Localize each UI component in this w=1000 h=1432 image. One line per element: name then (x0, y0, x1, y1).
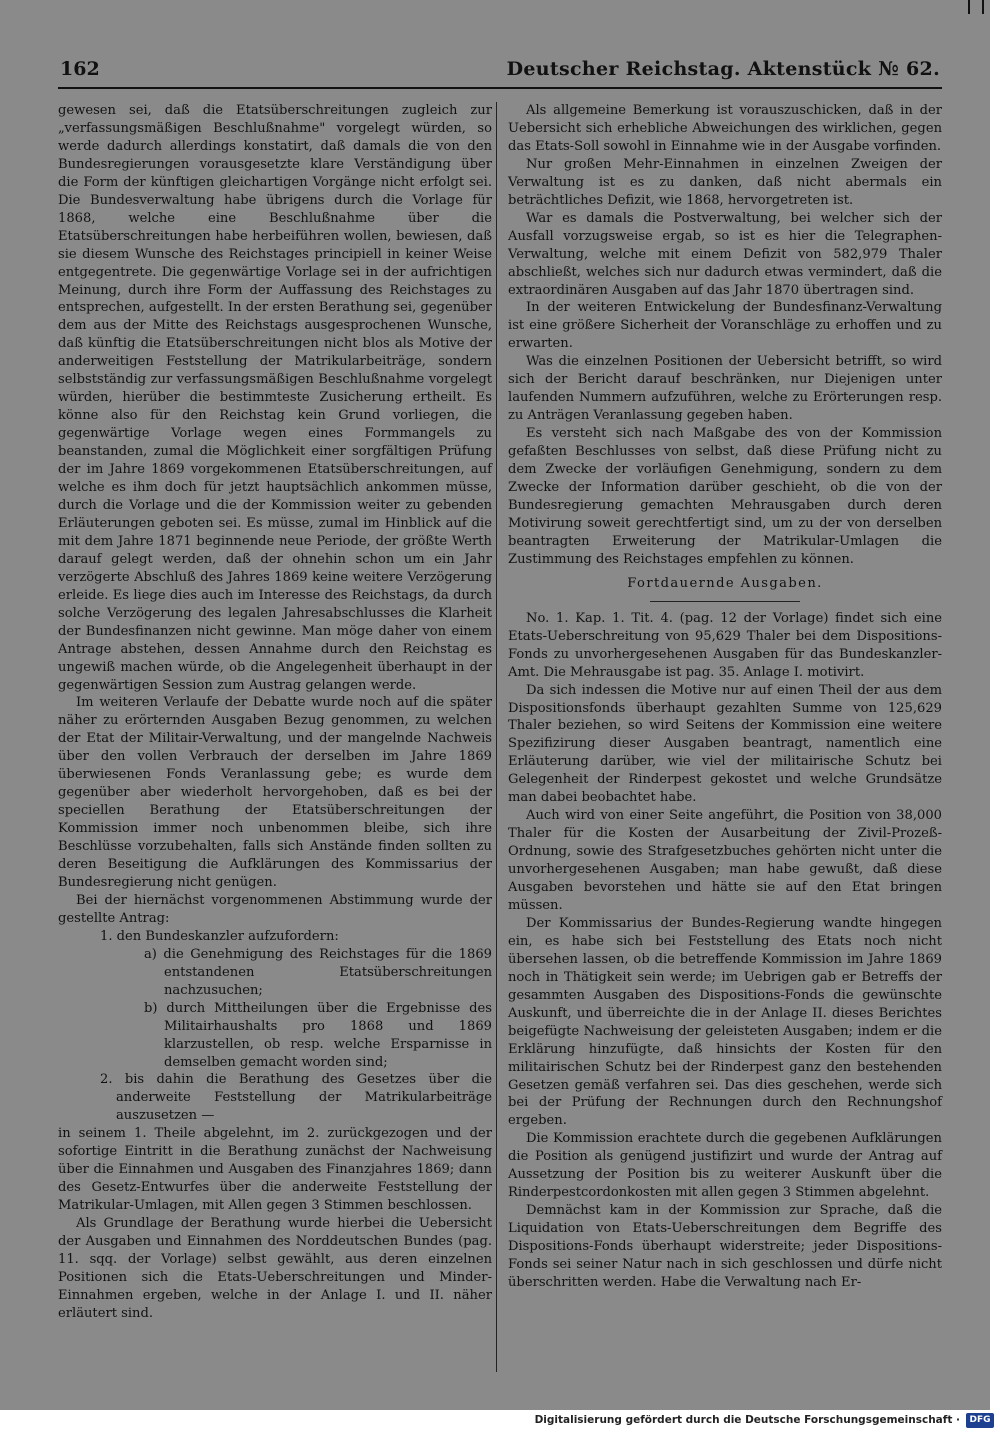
paragraph: War es damals die Postverwaltung, bei welcher sich der Ausfall vorzugsweise ergab, so ist es hier die Telegraphen-Verwaltung, welche mit einem Defizit von 582,979 Thaler abschließt, welches sich nur dadurch etwas vermindert, daß die extraordinären Ausgaben auf das Jahr 1870 übertragen sind. (508, 210, 942, 298)
paragraph: Der Kommissarius der Bundes-Regierung wandte hingegen ein, es habe sich bei Feststellung des Etats noch nicht übersehen lassen, ob die betreffende Kommission im Jahre 1869 noch in Thätigkeit sein werde; im Uebrigen gab er Betreffs der gesammten Ausgaben des Dispositions-Fonds die gewünschte Auskunft, und überreichte die in der Anlage II. dieses Berichtes beigefügte Nachweisung der geleisteten Ausgaben; indem er die Erklärung hinzufügte, daß hinsichts der Kosten für den militairischen Schutz bei der Rinderpest ganz den bestehenden Gesetzen gemäß verfahren sei. Das dies geschehen, werde sich bei der Prüfung der Rechnungen durch den Rechnungshof ergeben. (508, 915, 942, 1129)
dfg-logo: DFG (966, 1413, 994, 1428)
paragraph: Es versteht sich nach Maßgabe des von der Kommission gefaßten Beschlusses von selbst, daß diese Prüfung nicht zu dem Zwecke der vorläufigen Genehmigung, sondern zu dem Zwecke der Information darüber geschieht, ob die von der Bundesregierung gemachten Mehrausgaben durch deren Motivirung soweit gerechtfertigt sind, um zu der von derselben beantragten Erweiterung der Matrikular-Umlagen die Zustimmung des Reichstages empfehlen zu können. (508, 426, 942, 567)
page-edge (990, 0, 1000, 1410)
footer-credit: Digitalisierung gefördert durch die Deutsche Forschungsgemeinschaft · (534, 1414, 960, 1426)
paragraph: Bei der hiernächst vorgenommenen Abstimmung wurde der gestellte Antrag: (58, 892, 492, 926)
footer (0, 1410, 1000, 1432)
paragraph: gewesen sei, daß die Etatsüberschreitungen zugleich zur „verfassungsmäßigen Beschlußnahme" vorgelegt würden, so werde dadurch allerdings konstatirt, daß damals die von den Bundesregierungen vorausgesetzte klare Verständigung über die Form der künftigen gleichartigen Vorgänge nicht erfolgt sei. Die Bundesverwaltung habe übrigens durch die Vorlage für 1868, welche eine Beschlußnahme über die Etatsüberschreitungen habe herbeiführen wollen, bewiesen, daß sie diesem Wunsche des Reichstages principiell in keiner Weise entgegentrete. Die gegenwärtige Vorlage sei in der aufrichtigen Meinung, durch ihre Form der Auffassung des Reichstages zu entsprechen, aufgestellt. In der ersten Berathung sei, gegenüber dem aus der Mitte des Reichstags ausgesprochenen Wunsche, daß künftig die Etatsüberschreitungen nicht blos als Motive der anderweitigen Feststellung der Matrikularbeiträge, sondern selbstständig zur verfassungsmäßigen Beschlußnahme vorgelegt würden, hierüber die bestimmteste Zusicherung ertheilt. Es könne also für den Reichstag kein Grund vorliegen, die gegenwärtige Vorlage wegen eines Formmangels zu beanstanden, zumal die Möglichkeit einer sorgfältigen Prüfung der im Jahre 1869 vorgekommenen Etatsüberschreitungen, auf welche es ihm doch für jetzt hauptsächlich ankommen müsse, durch die Vorlage und die der Kommission weiter zu gebenden Erläuterungen geboten sei. Es müsse, zumal im Hinblick auf die mit dem Jahre 1871 beginnende neue Periode, der größte Werth darauf gelegt werden, daß der ohnehin schon um ein Jahr verzögerte Abschluß des Jahres 1869 keine weitere Verzögerung erleide. Es liege dies auch im Interesse des Reichstags, da durch solche Verzögerung des legalen Jahresabschlusses die Klarheit der Bundesfinanzen nicht gewinne. Man möge daher von einem Antrage abstehen, dessen Annahme durch den Reichstag es ungewiß machen würde, ob die Angelegenheit überhaupt in der gegenwärtigen Session zum Austrag gelangen werde. (58, 103, 492, 693)
list-subitem: a) die Genehmigung des Reichstages für die 1869 entstandenen Etatsüberschreitungen nachzusuchen; (144, 946, 492, 998)
list-item: 2. bis dahin die Berathung des Gesetzes über die anderweite Feststellung der Matrikularbeiträge auszusetzen — (100, 1072, 492, 1124)
page-number: 162 (60, 58, 100, 80)
right-column (508, 102, 942, 1292)
heading-rule (650, 601, 800, 602)
paragraph: Was die einzelnen Positionen der Uebersicht betrifft, so wird sich der Bericht darauf beschränken, nur Diejenigen unter laufenden Nummern aufzuführen, welche zu Erörterungen resp. zu Anträgen Veranlassung gegeben haben. (508, 354, 942, 424)
paragraph: Im weiteren Verlaufe der Debatte wurde noch auf die später näher zu erörternden Ausgaben Bezug genommen, zu welchen der Etat der Militair-Verwaltung, und der mangelnde Nachweis über den vollen Verbrauch der derselben im Jahre 1869 überwiesenen Fonds Veranlassung gebe; es wurde dem gegenüber aber wiederholt hervorgehoben, daß es bei der speciellen Berathung der Etatsüberschreitungen der Kommission immer noch unbenommen bleibe, sich ihre Beschlüsse vorzubehalten, falls sich Anstände finden sollten zu deren Beseitigung die Aufklärungen des Kommissarius der Bundesregierung nicht genügen. (58, 695, 492, 890)
page-edge-marks (968, 0, 984, 14)
paragraph: Die Kommission erachtete durch die gegebenen Aufklärungen die Position als genügend justifizirt und wurde der Antrag auf Aussetzung der Position bis zu weiterer Auskunft über die Rinderpestcordonkosten mit allen gegen 3 Stimmen abgelehnt. (508, 1131, 942, 1201)
page-header (60, 58, 940, 88)
running-title: Deutscher Reichstag. Aktenstück № 62. (506, 58, 940, 80)
column-divider (496, 102, 497, 1372)
paragraph: Als Grundlage der Berathung wurde hierbei die Uebersicht der Ausgaben und Einnahmen des Norddeutschen Bundes (pag. 11. sqq. der Vorlage) selbst gewählt, aus deren einzelnen Positionen sich die Etats-Ueberschreitungen und Minder-Einnahmen ergeben, welche in der Anlage I. und II. näher erläutert sind. (58, 1216, 492, 1321)
paragraph: Demnächst kam in der Kommission zur Sprache, daß die Liquidation von Etats-Ueberschreitungen dem Begriffe des Dispositions-Fonds überhaupt widerstreite; jeder Dispositions-Fonds sei seiner Natur nach in sich geschlossen und dürfe nicht überschritten werden. Habe die Verwaltung nach Er- (508, 1203, 942, 1290)
paragraph: Nur großen Mehr-Einnahmen in einzelnen Zweigen der Verwaltung ist es zu danken, daß nicht abermals ein beträchtliches Defizit, wie 1868, hervorgetreten ist. (508, 156, 942, 208)
list-subitem: b) durch Mittheilungen über die Ergebnisse des Militairhaushalts pro 1868 und 1869 klarzustellen, ob resp. welche Ersparnisse in demselben gemacht worden sind; (144, 1000, 492, 1070)
header-rule (58, 87, 942, 89)
paragraph: Auch wird von einer Seite angeführt, die Position von 38,000 Thaler für die Kosten der Ausarbeitung der Zivil-Prozeß-Ordnung, sowie des Strafgesetzbuches gehörten nicht unter die unvorhergesehenen Ausgaben; man habe gewußt, daß diese Ausgaben bevorstehen und hätte sie auf den Etat bringen müssen. (508, 808, 942, 913)
section-heading: Fortdauernde Ausgaben. (627, 575, 823, 591)
paragraph: No. 1. Kap. 1. Tit. 4. (pag. 12 der Vorlage) findet sich eine Etats-Ueberschreitung von 95,629 Thaler bei dem Dispositions-Fonds zu unvorhergesehenen Ausgaben für das Bundeskanzler-Amt. Die Mehrausgabe ist pag. 35. Anlage I. motivirt. (508, 610, 942, 680)
paragraph: In der weiteren Entwickelung der Bundesfinanz-Verwaltung ist eine größere Sicherheit der Voranschläge zu erhoffen und zu erwarten. (508, 300, 942, 352)
left-column (58, 102, 492, 1323)
paragraph: Als allgemeine Bemerkung ist vorauszuschicken, daß in der Uebersicht sich erhebliche Abweichungen des wirklichen, gegen das Etats-Soll sowohl in Einnahme wie in der Ausgabe vorfinden. (508, 103, 942, 154)
list-item: 1. den Bundeskanzler aufzufordern: (100, 928, 339, 944)
paragraph: Da sich indessen die Motive nur auf einen Theil der aus dem Dispositionsfonds überhaupt gezahlten Summe von 125,629 Thaler beziehen, so wird Seitens der Kommission eine weitere Spezifizirung dieser Ausgaben beantragt, namentlich eine Erläuterung darüber, wie viel der militairische Schutz bei Gelegenheit der Rinderpest gekostet und welche Grundsätze man dabei beobachtet habe. (508, 682, 942, 806)
paragraph: in seinem 1. Theile abgelehnt, im 2. zurückgezogen und der sofortige Eintritt in die Berathung zunächst der Nachweisung über die Einnahmen und Ausgaben des Finanzjahres 1869; dann des Gesetz-Entwurfes über die anderweite Feststellung der Matrikular-Umlagen, mit Allen gegen 3 Stimmen beschlossen. (58, 1126, 492, 1214)
